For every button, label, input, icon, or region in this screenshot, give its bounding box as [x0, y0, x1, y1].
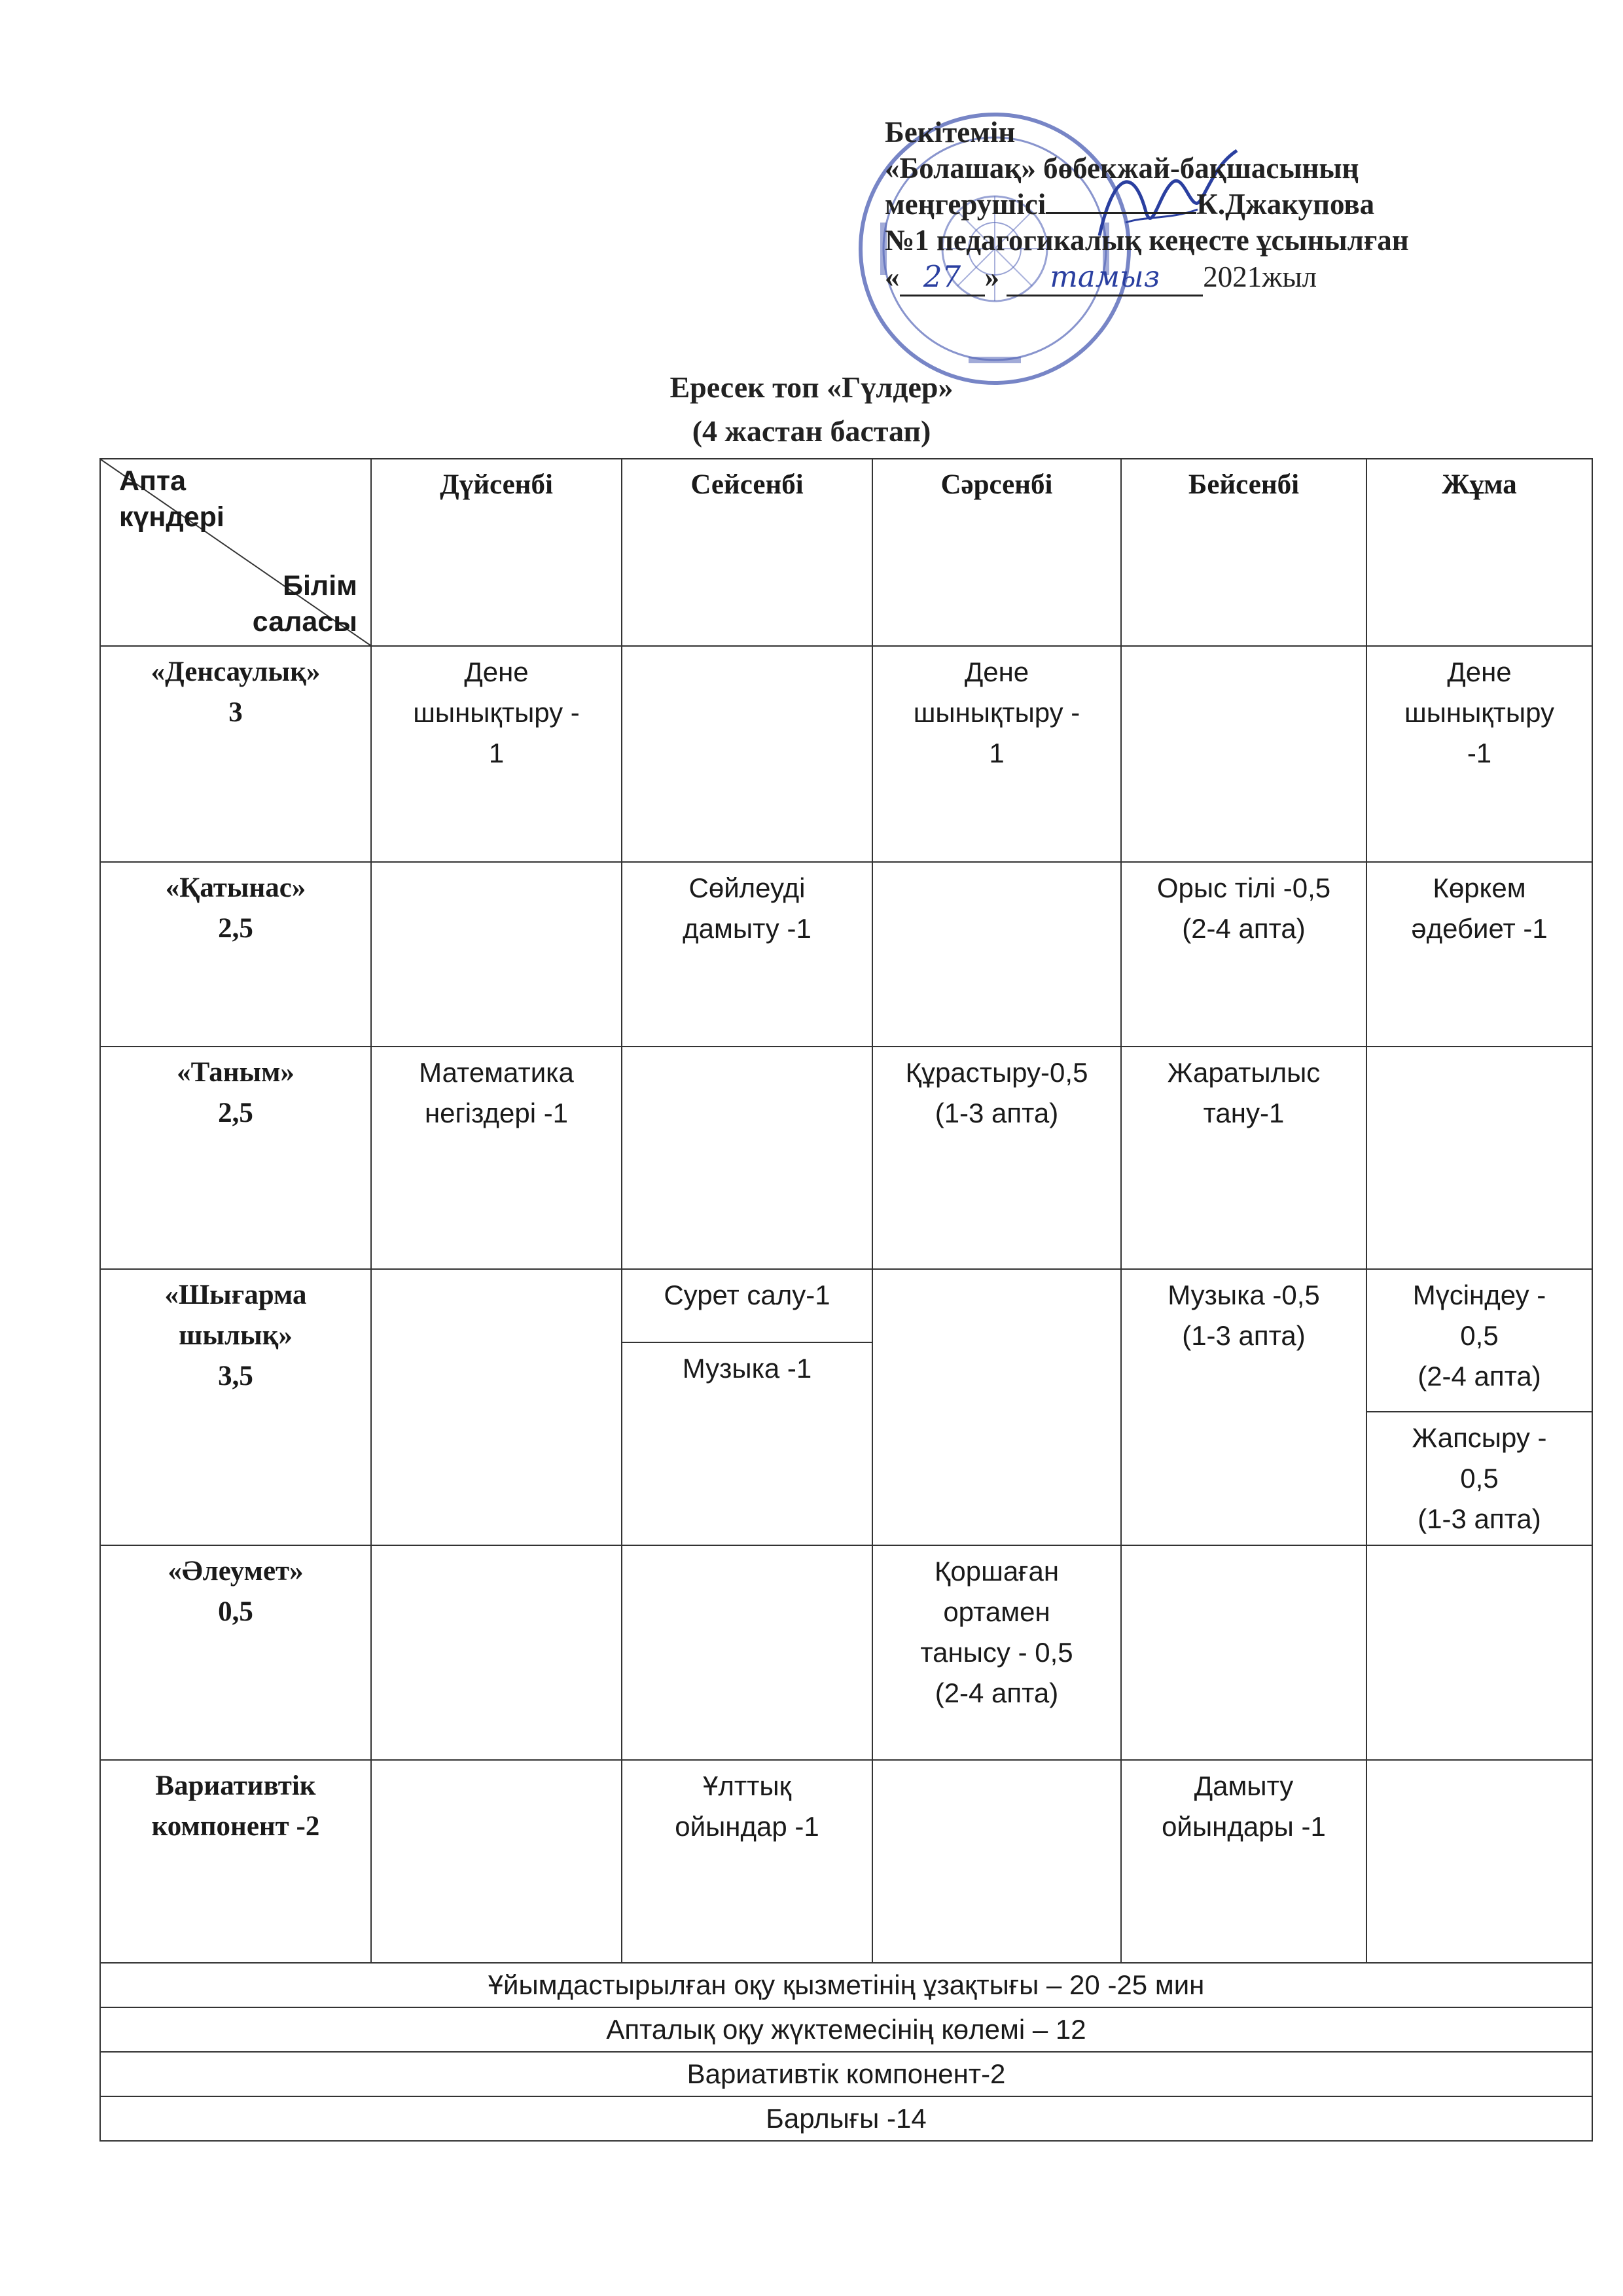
corner-top-label: Апта күндері — [119, 465, 224, 533]
cell: Жапсыру - 0,5 (1-3 апта) — [1366, 1412, 1592, 1545]
table-row — [100, 1047, 1592, 1269]
approval-head-line — [885, 187, 1539, 223]
corner-week-days — [119, 463, 224, 535]
page-title: Ересек топ «Гүлдер» — [669, 370, 954, 404]
date-day: 27 — [900, 259, 985, 296]
cell: Қоршаған ортамен танысу - 0,5 (2-4 апта) — [872, 1545, 1121, 1760]
cell — [371, 862, 622, 1047]
area-communication: «Қатынас» 2,5 — [100, 862, 371, 1047]
footer-row — [100, 2052, 1592, 2096]
cell — [1366, 1760, 1592, 1963]
approval-council: №1 педагогикалық кеңесте ұсынылған — [885, 224, 1409, 257]
corner-header — [100, 459, 371, 646]
approval-head-name: К.Джакупова — [1196, 188, 1375, 221]
cell — [371, 1269, 622, 1545]
footer-total: Барлығы -14 — [100, 2096, 1592, 2141]
day-tuesday: Сейсенбі — [622, 459, 872, 646]
cell — [622, 1047, 872, 1269]
cell: Дене шынықтыру - 1 — [872, 646, 1121, 862]
cell: Көркем әдебиет -1 — [1366, 862, 1592, 1047]
header-row — [100, 459, 1592, 646]
area-social: «Әлеумет» 0,5 — [100, 1545, 371, 1760]
day-wednesday: Сәрсенбі — [872, 459, 1121, 646]
cell: Математика негіздері -1 — [371, 1047, 622, 1269]
cell — [622, 646, 872, 862]
table-row — [100, 862, 1592, 1047]
cell — [872, 1760, 1121, 1963]
approval-title: Бекітемін — [885, 116, 1016, 149]
cell: Музыка -0,5 (1-3 апта) — [1121, 1269, 1366, 1545]
footer-row — [100, 2096, 1592, 2141]
date-month: тамыз — [1007, 259, 1203, 296]
cell: Сурет салу-1 — [622, 1269, 872, 1342]
footer-row — [100, 2007, 1592, 2052]
cell: Орыс тілі -0,5 (2-4 апта) — [1121, 862, 1366, 1047]
footer-row — [100, 1963, 1592, 2007]
cell: Құрастыру-0,5 (1-3 апта) — [872, 1047, 1121, 1269]
corner-bottom-label: Білім саласы — [252, 570, 357, 637]
area-creativity: «Шығарма шылық» 3,5 — [100, 1269, 371, 1545]
cell — [371, 1545, 622, 1760]
cell: Музыка -1 — [622, 1342, 872, 1545]
table-row — [100, 1760, 1592, 1963]
date-year: 2021жыл — [1203, 260, 1317, 293]
cell: Мүсіндеу - 0,5 (2-4 апта) — [1366, 1269, 1592, 1412]
cell: Ұлттық ойындар -1 — [622, 1760, 872, 1963]
day-monday: Дүйсенбі — [371, 459, 622, 646]
cell: Дене шынықтыру -1 — [1366, 646, 1592, 862]
cell — [1366, 1545, 1592, 1760]
cell — [1121, 646, 1366, 862]
area-variative: Вариативтік компонент -2 — [100, 1760, 371, 1963]
cell — [371, 1760, 622, 1963]
schedule-table — [99, 458, 1593, 2142]
cell — [622, 1545, 872, 1760]
signature-blank — [1046, 212, 1196, 214]
cell — [1121, 1545, 1366, 1760]
area-health: «Денсаулық» 3 — [100, 646, 371, 862]
page-subtitle: (4 жастан бастап) — [692, 414, 931, 448]
approval-block — [885, 115, 1539, 296]
footer-duration: Ұйымдастырылған оқу қызметінің ұзақтығы – 20 -25 мин — [100, 1963, 1592, 2007]
cell: Дамыту ойындары -1 — [1121, 1760, 1366, 1963]
cell — [872, 1269, 1121, 1545]
day-friday: Жұма — [1366, 459, 1592, 646]
cell: Сөйлеуді дамыту -1 — [622, 862, 872, 1047]
cell — [1366, 1047, 1592, 1269]
cell: Жаратылыс тану-1 — [1121, 1047, 1366, 1269]
cell: Дене шынықтыру - 1 — [371, 646, 622, 862]
footer-variative: Вариативтік компонент-2 — [100, 2052, 1592, 2096]
approval-head-label: меңгерушісі — [885, 188, 1046, 221]
day-thursday: Бейсенбі — [1121, 459, 1366, 646]
cell — [872, 862, 1121, 1047]
table-row — [100, 646, 1592, 862]
footer-weekly-load: Апталық оқу жүктемесінің көлемі – 12 — [100, 2007, 1592, 2052]
table-row — [100, 1545, 1592, 1760]
approval-organization: «Болашақ» бөбекжай-бақшасының — [885, 152, 1359, 185]
table-row — [100, 1269, 1592, 1342]
corner-education-area — [253, 568, 357, 640]
area-cognition: «Таным» 2,5 — [100, 1047, 371, 1269]
approval-date: « 27 » тамыз 2021жыл — [885, 259, 1539, 296]
